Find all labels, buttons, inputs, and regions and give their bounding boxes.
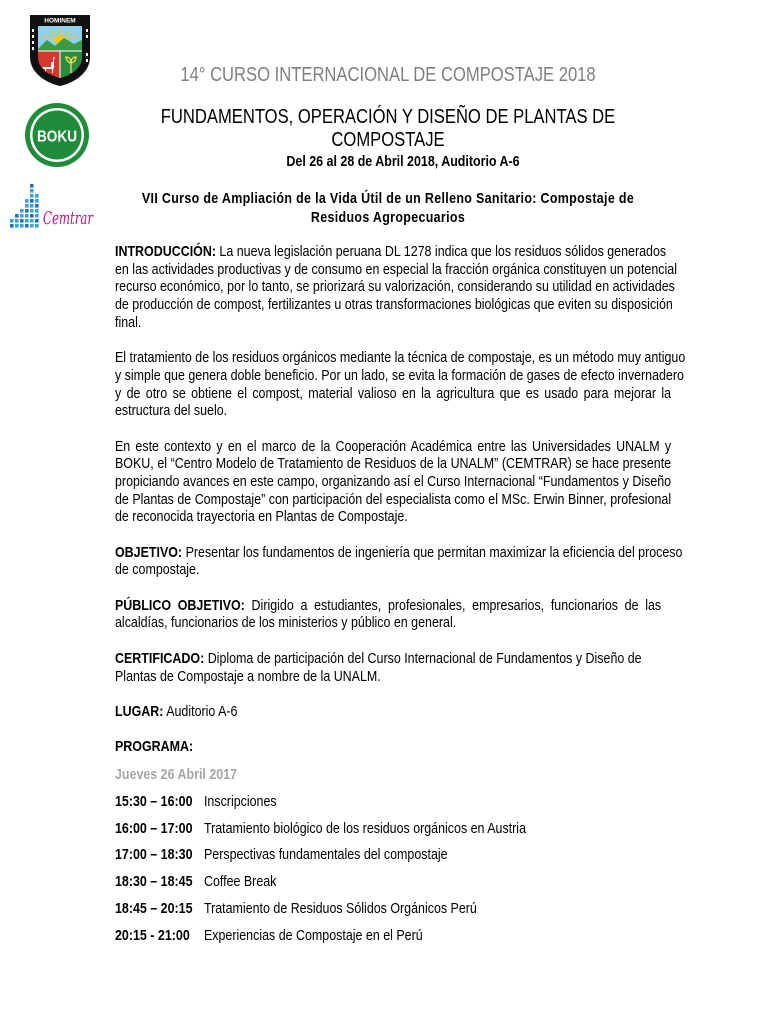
schedule-row (115, 869, 671, 896)
cemtrar-logo-block (20, 219, 24, 223)
schedule-time: 16:00 – 17:00 (115, 819, 193, 837)
schedule-row (115, 896, 671, 923)
intro-line: final. (115, 313, 142, 331)
intro-label: INTRODUCCIÓN: (115, 243, 216, 260)
audience-paragraph (115, 597, 671, 632)
context-line: de reconocida trayectoria en Plantas de Compostaje. (115, 508, 408, 526)
schedule-row (115, 789, 671, 816)
course-subtitle: VII Curso de Ampliación de la Vida Útil de un Relleno Sanitario: Compostaje de Residuos Agropecuarios (141, 189, 635, 226)
intro-line: recurso económico, por lo tanto, se priorizará su valorización, considerando su utilidad en actividades (115, 278, 675, 296)
cemtrar-logo-block (25, 224, 29, 228)
context-line: de Plantas de Compostaje” con participación del especialista como el MSc. Erwin Binner, profesional (115, 490, 672, 508)
program-schedule (115, 789, 671, 950)
objective-text: Presentar los fundamentos de ingeniería que permitan maximizar la eficiencia del proceso (185, 543, 683, 561)
program-heading: PROGRAMA: (115, 738, 194, 756)
cemtrar-logo-text: Cemtrar (43, 208, 94, 229)
schedule-time: 18:30 – 18:45 (115, 873, 193, 891)
cemtrar-logo-block (35, 194, 39, 198)
treatment-line: estructura del suelo. (115, 402, 228, 420)
schedule-row (115, 842, 671, 869)
cemtrar-logo-block (35, 204, 39, 208)
treatment-line: y de otro se obtiene el compost, material valioso en la agricultura que es usado para mejorar la (115, 384, 672, 402)
cemtrar-logo-block (30, 224, 34, 228)
context-line: BOKU, el “Centro Modelo de Tratamiento de Residuos de la UNALM” (CEMTRAR) se hace presente (115, 455, 672, 473)
boku-logo-text: BOKU (37, 128, 77, 146)
intro-line (115, 243, 667, 261)
course-main-title: FUNDAMENTOS, OPERACIÓN Y DISEÑO DE PLANTAS DE COMPOSTAJE (160, 105, 616, 151)
venue-paragraph (115, 703, 671, 721)
certificate-line: Plantas de Compostaje a nombre de la UNALM. (115, 667, 381, 685)
cemtrar-logo-block (30, 199, 34, 203)
audience-line (115, 597, 661, 615)
cemtrar-logo-block (15, 219, 19, 223)
schedule-activity: Perspectivas fundamentales del compostaje (203, 846, 448, 864)
audience-text: Dirigido a estudiantes, profesionales, empresarios, funcionarios de las (251, 596, 662, 614)
cemtrar-logo-block (30, 204, 34, 208)
objective-label: OBJETIVO: (115, 543, 183, 561)
cemtrar-logo-block (25, 219, 29, 223)
context-paragraph (115, 438, 671, 526)
cemtrar-logo-block (35, 199, 39, 203)
schedule-activity: Inscripciones (203, 792, 277, 810)
context-line: En este contexto y en el marco de la Cooperación Académica entre las Universidades UNALM y (115, 437, 672, 455)
cemtrar-logo-block (25, 209, 29, 213)
schedule-activity: Tratamiento de Residuos Sólidos Orgánicos Perú (203, 899, 477, 917)
cemtrar-logo-block (25, 214, 29, 218)
cemtrar-logo-block (25, 199, 29, 203)
cemtrar-logo-block (30, 194, 34, 198)
venue-text: Auditorio A-6 (166, 702, 238, 720)
certificate-paragraph (115, 650, 671, 685)
intro-text: La nueva legislación peruana DL 1278 indica que los residuos sólidos generados (219, 243, 667, 260)
schedule-time: 17:00 – 18:30 (115, 846, 193, 864)
schedule-row (115, 816, 671, 843)
course-body (115, 243, 686, 950)
course-edition-title: 14° CURSO INTERNACIONAL DE COMPOSTAJE 2018 (180, 63, 596, 86)
cemtrar-logo-block (10, 224, 14, 228)
schedule-row (115, 923, 671, 950)
audience-line: alcaldías, funcionarios de los ministerios y público en general. (115, 614, 457, 632)
course-dates: Del 26 al 28 de Abril 2018, Auditorio A-6 (286, 153, 520, 170)
treatment-line: El tratamiento de los residuos orgánicos mediante la técnica de compostaje, es un método muy antiguo (115, 349, 686, 367)
schedule-activity: Experiencias de Compostaje en el Perú (203, 926, 423, 944)
context-line: propiciando avances en este campo, organizando así el Curso Internacional “Fundamentos y Diseño (115, 472, 672, 490)
cemtrar-logo-block (20, 209, 24, 213)
intro-line: de producción de compost, fertilizantes u otras transformaciones biológicas que eviten su disposición (115, 296, 673, 314)
boku-logo (24, 101, 90, 169)
cemtrar-logo-block (35, 224, 39, 228)
intro-paragraph (115, 243, 677, 331)
cemtrar-logo-block (30, 184, 34, 188)
cemtrar-logo-block (10, 219, 14, 223)
schedule-activity: Tratamiento biológico de los residuos orgánicos en Austria (203, 819, 527, 837)
cemtrar-logo-blocks (10, 184, 39, 228)
cemtrar-logo-block (35, 219, 39, 223)
cemtrar-logo-block (20, 224, 24, 228)
objective-paragraph (115, 543, 683, 579)
cemtrar-logo-block (20, 214, 24, 218)
certificate-text: Diploma de participación del Curso Internacional de Fundamentos y Diseño de (207, 649, 642, 667)
venue-label: LUGAR: (115, 702, 164, 720)
audience-label: PÚBLICO OBJETIVO: (115, 596, 245, 614)
schedule-activity: Coffee Break (203, 873, 277, 891)
cemtrar-logo-block (15, 224, 19, 228)
objective-line: de compostaje. (115, 561, 200, 579)
cemtrar-logo-block (30, 189, 34, 193)
venue-line (115, 703, 671, 721)
schedule-time: 18:45 – 20:15 (115, 899, 193, 917)
cemtrar-logo-block (30, 209, 34, 213)
schedule-time: 20:15 - 21:00 (115, 926, 190, 944)
schedule-time: 15:30 – 16:00 (115, 792, 193, 810)
cemtrar-logo (8, 182, 94, 232)
crest-motto: HOMINEM (44, 17, 76, 25)
cemtrar-logo-block (35, 214, 39, 218)
objective-line (115, 543, 683, 562)
treatment-paragraph (115, 349, 686, 420)
cemtrar-logo-block (15, 214, 19, 218)
program-day: Jueves 26 Abril 2017 (115, 765, 238, 783)
intro-line: en las actividades productivas y de consumo en especial la fracción orgánica constituyen un potencial (115, 260, 677, 278)
certificate-line (115, 650, 671, 668)
unalm-crest-logo (28, 13, 92, 87)
certificate-label: CERTIFICADO: (115, 649, 205, 667)
cemtrar-logo-block (25, 204, 29, 208)
cemtrar-logo-block (30, 219, 34, 223)
cemtrar-logo-block (30, 214, 34, 218)
treatment-line: y simple que genera doble beneficio. Por un lado, se evita la formación de gases de efecto invernadero (115, 366, 684, 384)
cemtrar-logo-block (35, 209, 39, 213)
